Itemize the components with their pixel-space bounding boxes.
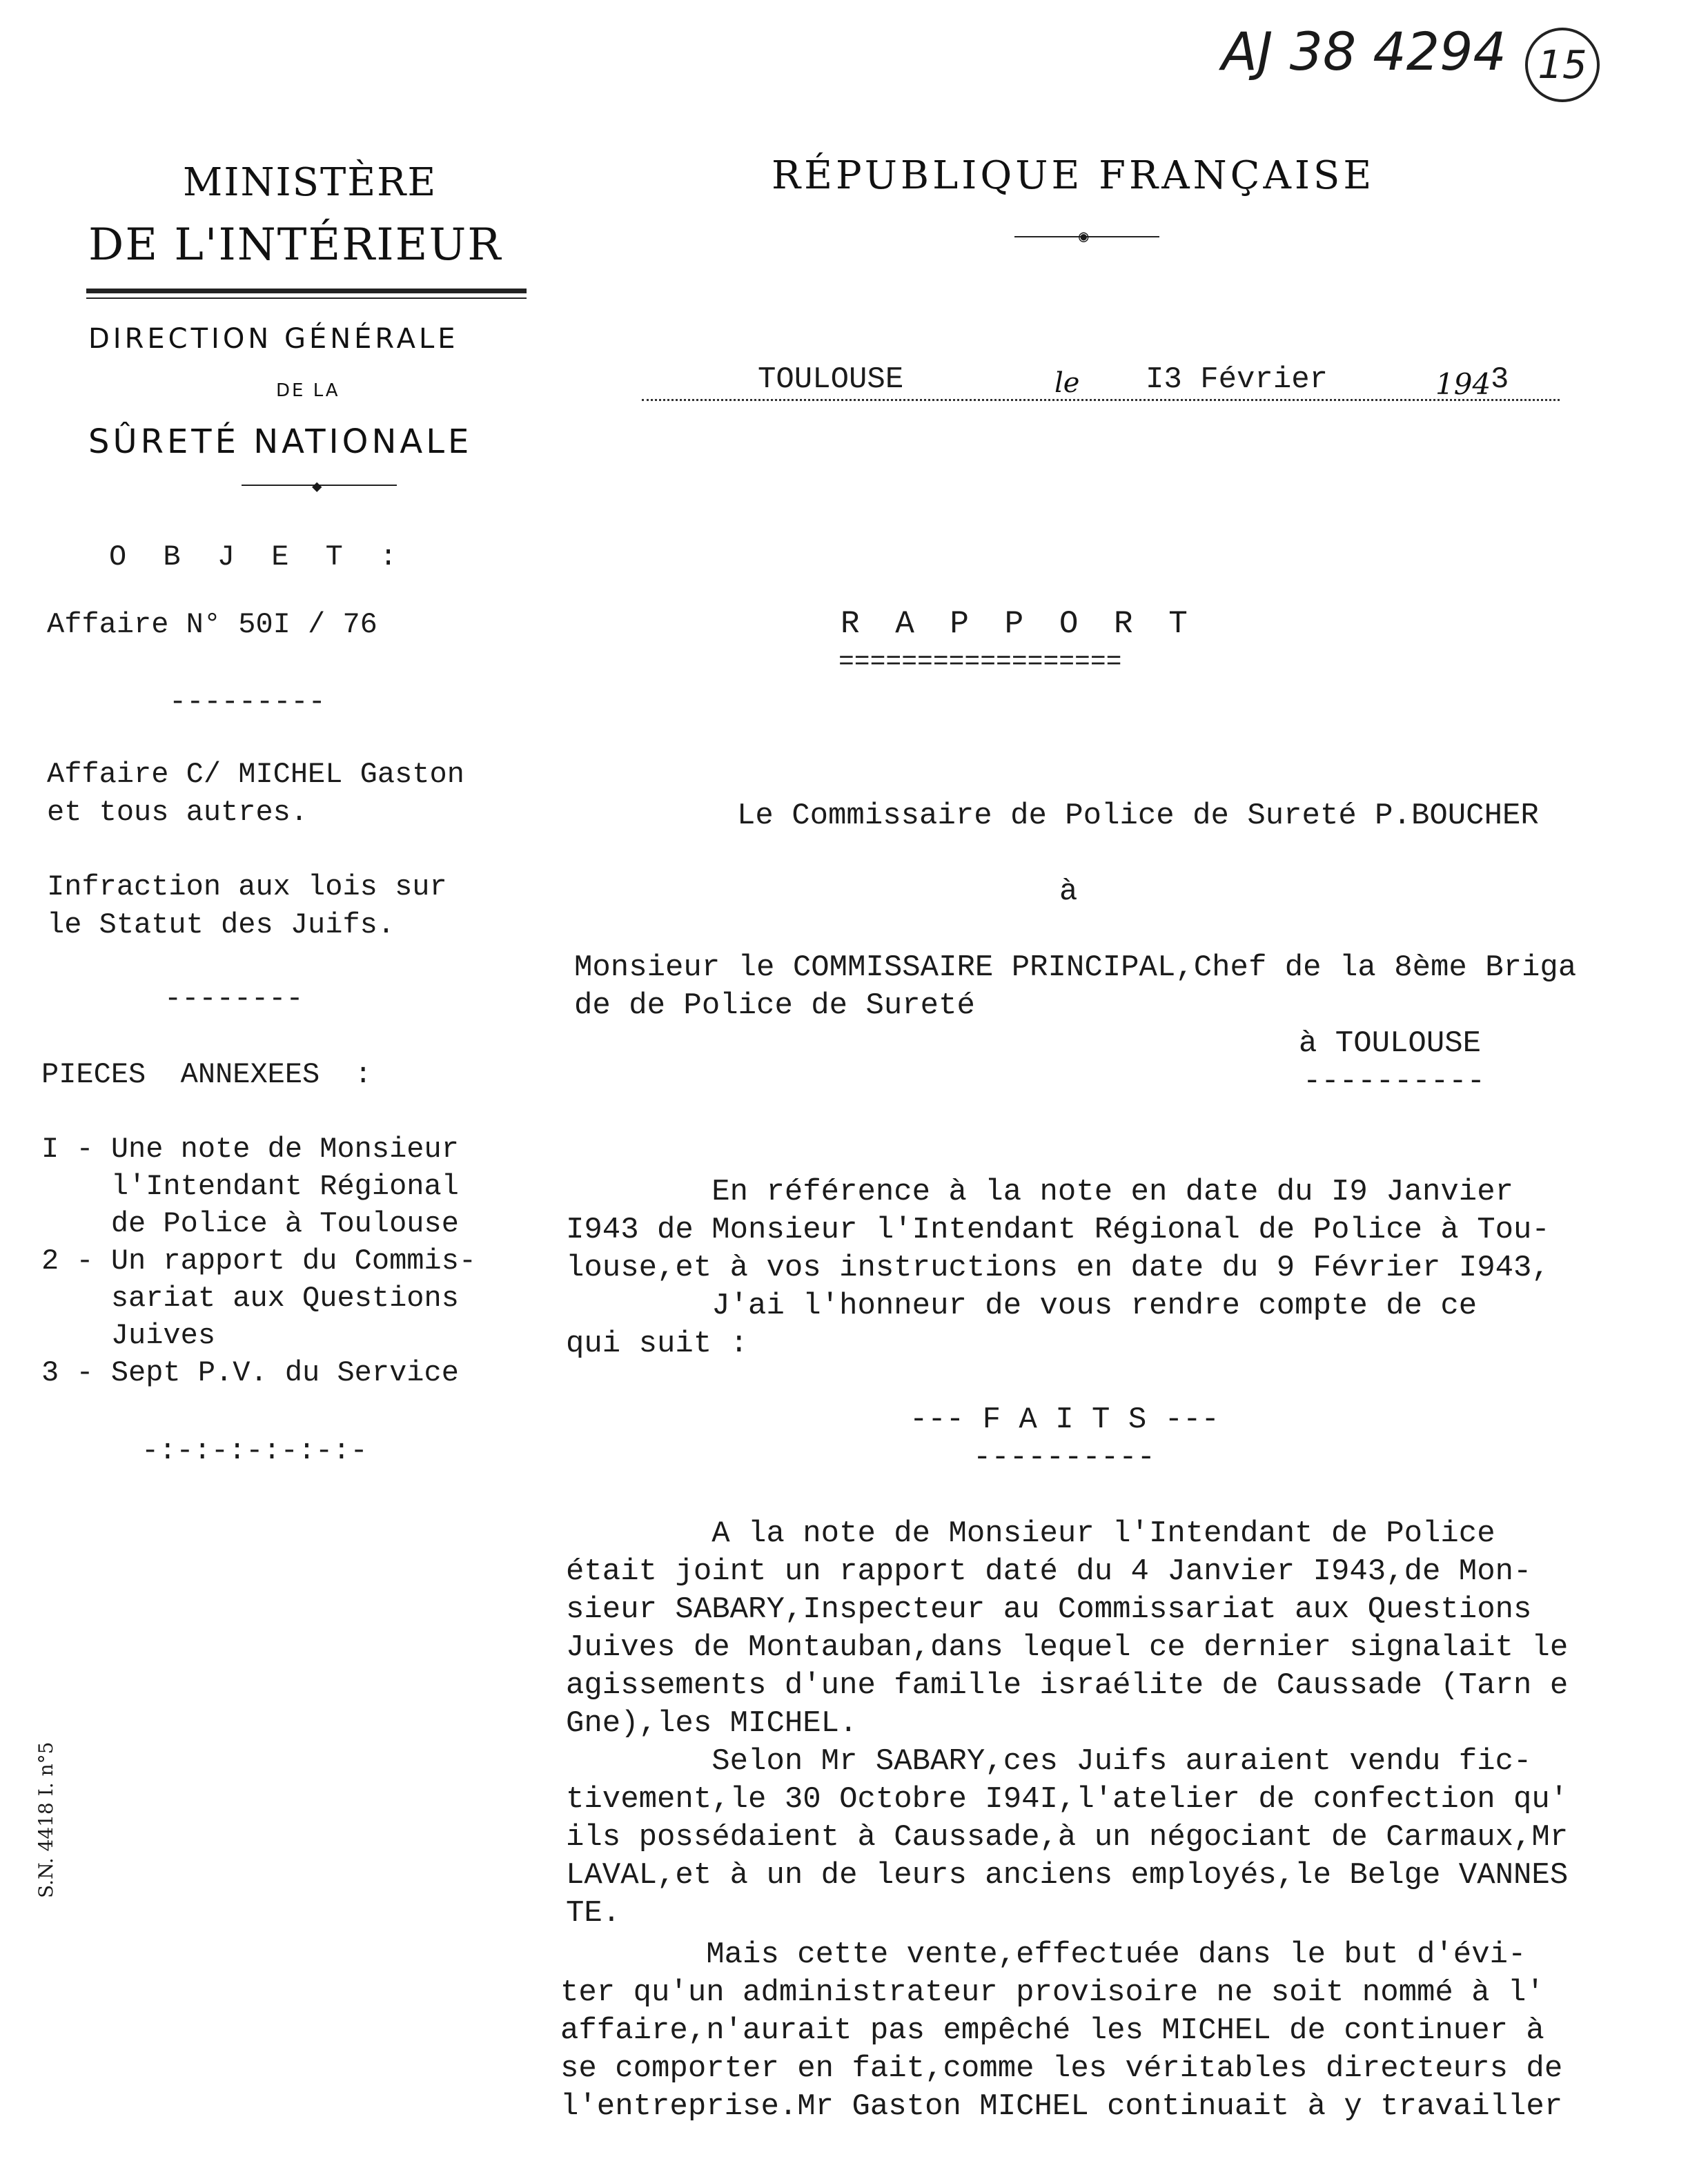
intro-line: En référence à la note en date du I9 Janvier (566, 1175, 1514, 1209)
faits-line: tivement,le 30 Octobre I94I,l'atelier de confection qu' (566, 1782, 1569, 1817)
piece-line: Juives (41, 1319, 216, 1352)
piece-line: 3 - Sept P.V. du Service (41, 1356, 459, 1389)
to-line2: de de Police de Sureté (574, 988, 975, 1023)
faits-title: --- F A I T S --- (910, 1403, 1219, 1437)
intro-line: qui suit : (566, 1327, 749, 1361)
republic-header: RÉPUBLIQUE FRANÇAISE (772, 153, 1375, 198)
page-number-circle (1525, 28, 1600, 102)
direction-line2: DE LA (276, 380, 340, 401)
intro-line: I943 de Monsieur l'Intendant Régional de Police à Tou- (566, 1213, 1550, 1247)
faits-underline: ---------- (973, 1441, 1156, 1475)
affaire-number: Affaire N° 50I / 76 (47, 608, 377, 641)
faits-line: sieur SABARY,Inspecteur au Commissariat aux Questions (566, 1592, 1532, 1627)
separator-1: --------- (169, 685, 326, 719)
piece-line: I - Une note de Monsieur (41, 1133, 459, 1166)
a-line: à (1059, 875, 1078, 909)
pieces-label: PIECES ANNEXEES : (41, 1058, 372, 1091)
faits-line: A la note de Monsieur l'Intendant de Police (566, 1516, 1495, 1551)
piece-line: l'Intendant Régional (41, 1170, 459, 1203)
report-title: R A P P O R T (841, 606, 1196, 642)
faits-line: l'entreprise.Mr Gaston MICHEL continuait à y travailler (560, 2089, 1563, 2124)
letterhead-rule-thin (86, 297, 527, 299)
direction-line1: DIRECTION GÉNÉRALE (88, 323, 459, 355)
sidebar-end-mark: -:-:-:-:-:-:- (141, 1434, 368, 1467)
faits-line: ter qu'un administrateur provisoire ne soit nommé à l' (560, 1975, 1544, 2010)
faits-line: affaire,n'aurait pas empêché les MICHEL de continuer à (560, 2013, 1544, 2048)
letterhead-rule-thick (86, 289, 527, 293)
form-code: S.N. 4418 I. n°5 (35, 1741, 57, 1898)
faits-line: Gne),les MICHEL. (566, 1706, 858, 1741)
faits-line: LAVAL,et à un de leurs anciens employés,le Belge VANNES (566, 1858, 1569, 1893)
date-year-printed: 194 (1435, 367, 1491, 401)
faits-line: Juives de Montauban,dans lequel ce dernier signalait le (566, 1630, 1569, 1665)
date-le: le (1054, 367, 1080, 399)
republic-ornament-dot: ◉ (1079, 228, 1089, 247)
faits-line: se comporter en fait,comme les véritables directeurs de (560, 2051, 1563, 2086)
piece-line: de Police à Toulouse (41, 1207, 459, 1240)
infraction-line2: le Statut des Juifs. (47, 908, 395, 941)
dateline-dots (642, 399, 1560, 402)
infraction-line1: Infraction aux lois sur (47, 870, 447, 904)
faits-line: ils possédaient à Caussade,à un négociant de Carmaux,Mr (566, 1820, 1569, 1855)
piece-line: sariat aux Questions (41, 1282, 459, 1315)
page-number: 15 (1538, 42, 1587, 88)
from-line: Le Commissaire de Police de Sureté P.BOUCHER (737, 799, 1539, 833)
direction-ornament-dot: ◆ (312, 478, 322, 497)
report-title-underline: ================== (838, 647, 1122, 677)
affaire-line2: et tous autres. (47, 796, 308, 829)
ministry-line1: MINISTÈRE (183, 160, 438, 205)
piece-line: 2 - Un rapport du Commis- (41, 1244, 477, 1278)
objet-label: O B J E T : (109, 540, 407, 574)
date-day-month: I3 Février (1146, 362, 1328, 397)
faits-line: était joint un rapport daté du 4 Janvier I943,de Mon- (566, 1554, 1532, 1589)
separator-2: -------- (164, 982, 304, 1015)
intro-line: J'ai l'honneur de vous rendre compte de ce (566, 1289, 1478, 1323)
to-city: à TOULOUSE (1299, 1026, 1482, 1061)
to-city-underline: ---------- (1303, 1064, 1486, 1099)
faits-line: Selon Mr SABARY,ces Juifs auraient vendu fic- (566, 1744, 1532, 1779)
ministry-line2: DE L'INTÉRIEUR (88, 219, 502, 271)
faits-line: agissements d'une famille israélite de Caussade (Tarn e (566, 1668, 1569, 1703)
to-line1: Monsieur le COMMISSAIRE PRINCIPAL,Chef de la 8ème Briga (574, 950, 1577, 985)
faits-line: TE. (566, 1896, 621, 1931)
intro-line: louse,et à vos instructions en date du 9 Février I943, (566, 1251, 1550, 1285)
direction-line3: SÛRETÉ NATIONALE (88, 422, 473, 461)
faits-line: Mais cette vente,effectuée dans le but d'évi- (560, 1937, 1527, 1972)
date-year-typed: 3 (1491, 362, 1509, 397)
archive-mark: AJ 38 4294 (1221, 21, 1506, 82)
affaire-line1: Affaire C/ MICHEL Gaston (47, 758, 464, 791)
date-city: TOULOUSE (758, 362, 904, 397)
